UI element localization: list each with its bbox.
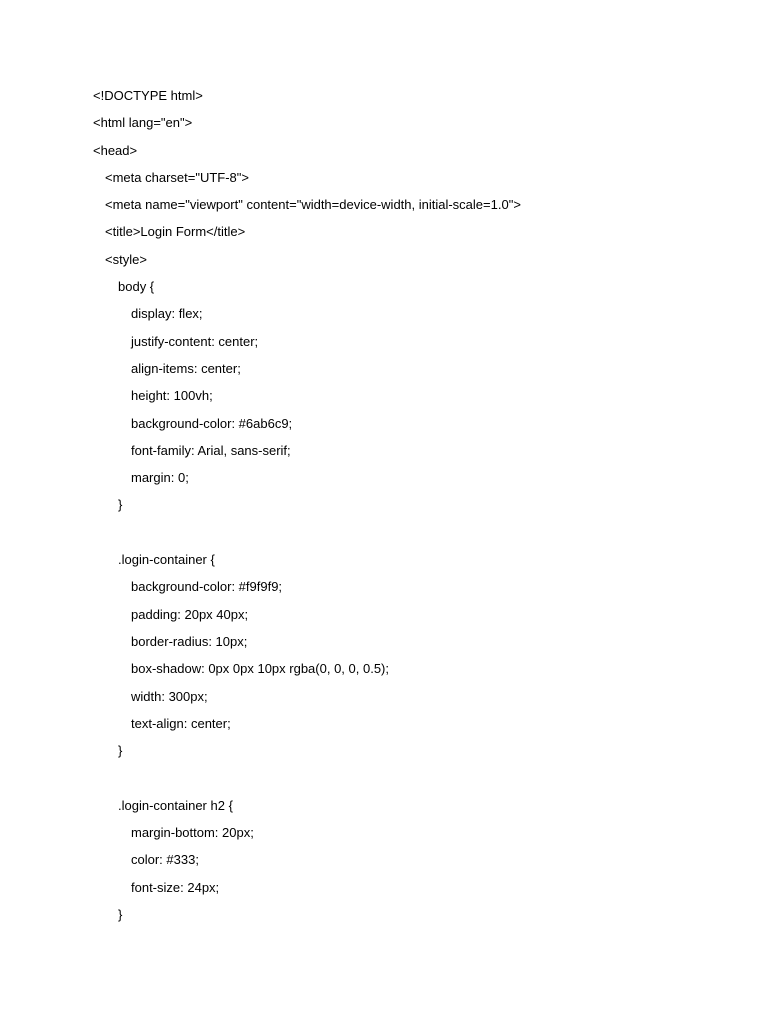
code-line: <style> [105,251,147,267]
code-line: background-color: #6ab6c9; [131,415,293,431]
code-line: justify-content: center; [131,333,259,349]
code-line: border-radius: 10px; [131,633,248,649]
code-line: color: #333; [131,852,199,868]
code-text-block [93,85,733,931]
code-line: height: 100vh; [131,388,213,404]
code-line: box-shadow: 0px 0px 10px rgba(0, 0, 0, 0.5); [131,661,389,677]
code-line: } [118,743,123,759]
code-line: margin: 0; [131,470,189,486]
code-line: font-family: Arial, sans-serif; [131,442,291,458]
code-line: display: flex; [131,306,203,322]
code-line: padding: 20px 40px; [131,606,249,622]
code-line: .login-container { [118,552,215,568]
code-line: font-size: 24px; [131,879,220,895]
code-line: } [118,497,123,513]
code-line: body { [118,279,155,295]
code-line: <html lang="en"> [93,115,193,131]
code-line: } [118,906,123,922]
code-line: <title>Login Form</title> [105,224,246,240]
blank-line [93,767,733,794]
code-line: <head> [93,142,138,158]
blank-line [93,522,733,549]
code-line: width: 300px; [131,688,208,704]
code-line: text-align: center; [131,715,231,731]
code-line: <meta name="viewport" content="width=device-width, initial-scale=1.0"> [105,197,521,213]
code-line: <meta charset="UTF-8"> [105,169,249,185]
code-line: margin-bottom: 20px; [131,825,254,841]
code-line: align-items: center; [131,360,241,376]
code-line: <!DOCTYPE html> [93,88,203,103]
code-line: .login-container h2 { [118,797,233,813]
code-line: background-color: #f9f9f9; [131,579,283,595]
